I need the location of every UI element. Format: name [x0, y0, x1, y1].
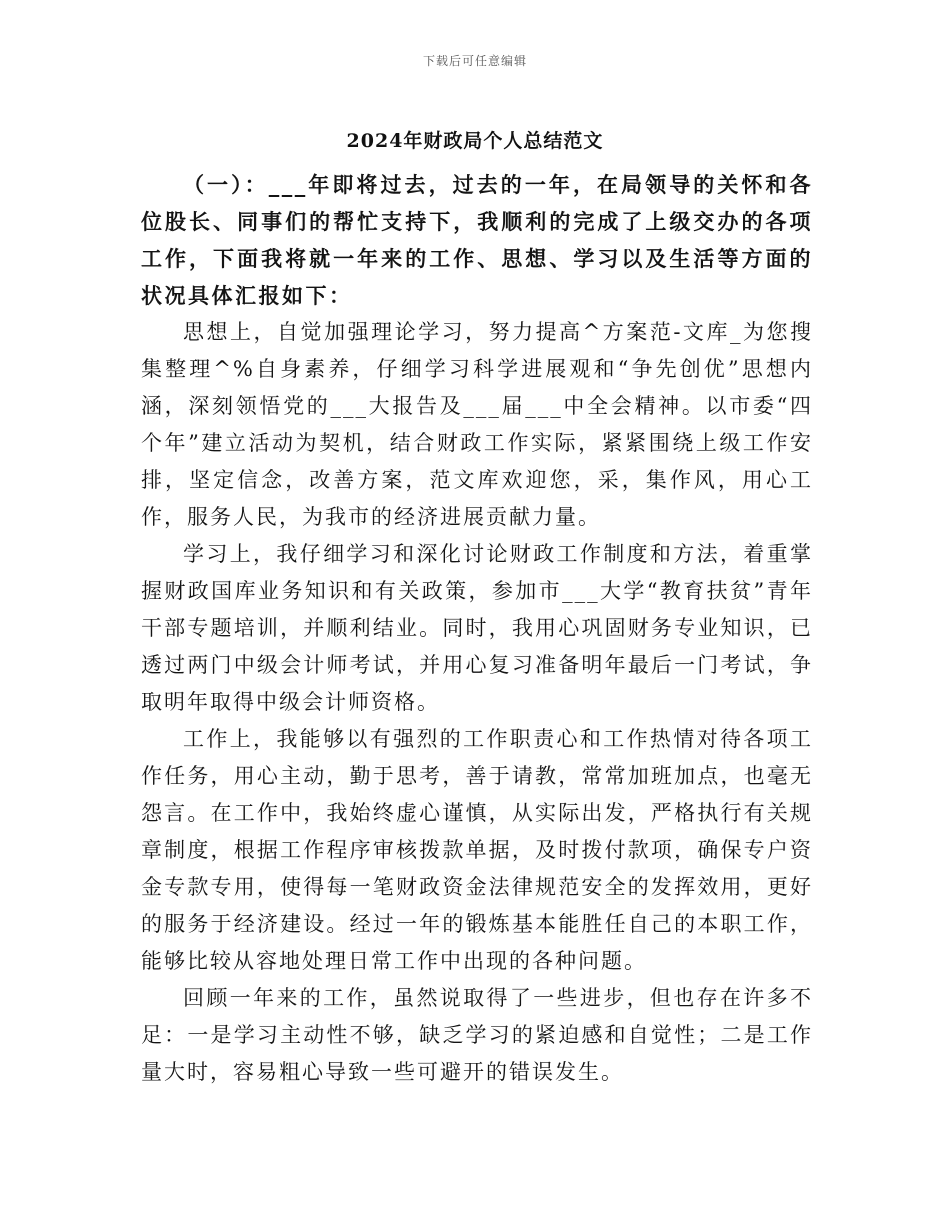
paragraph-thought: 思想上，自觉加强理论学习，努力提高^方案范-文库_为您搜集整理^%自身素养，仔细学习科学进展观和“争先创优”思想内涵，深刻领悟党的___大报告及___届___中全会精神。以市委“四个年”建立活动为契机，结合财政工作实际，紧紧围绕上级工作安排，坚定信念，改善方案，范文库欢迎您，采，集作风，用心工作，服务人民，为我市的经济进展贡献力量。 [141, 320, 813, 529]
document-body [141, 166, 813, 1091]
paragraph-study: 学习上，我仔细学习和深化讨论财政工作制度和方法，着重掌握财政国库业务知识和有关政策，参加市___大学“教育扶贫”青年干部专题培训，并顺利结业。同时，我用心巩固财务专业知识，已透过两门中级会计师考试，并用心复习准备明年最后一门考试，争取明年取得中级会计师资格。 [141, 542, 813, 714]
paragraph-work: 工作上，我能够以有强烈的工作职责心和工作热情对待各项工作任务，用心主动，勤于思考，善于请教，常常加班加点，也毫无怨言。在工作中，我始终虚心谨慎，从实际出发，严格执行有关规章制度，根据工作程序审核拨款单据，及时拨付款项，确保专户资金专款专用，使得每一笔财政资金法律规范安全的发挥效用，更好的服务于经济建设。经过一年的锻炼基本能胜任自己的本职工作，能够比较从容地处理日常工作中出现的各种问题。 [141, 727, 813, 973]
paragraph-intro: （一）：___年即将过去，过去的一年，在局领导的关怀和各位股长、同事们的帮忙支持下，我顺利的完成了上级交办的各项工作，下面我将就一年来的工作、思想、学习以及生活等方面的状况具体汇报如下： [141, 172, 813, 308]
paragraph-review: 回顾一年来的工作，虽然说取得了一些进步，但也存在许多不足：一是学习主动性不够，缺乏学习的紧迫感和自觉性；二是工作量大时，容易粗心导致一些可避开的错误发生。 [141, 986, 813, 1084]
header-note: 下载后可任意编辑 [422, 54, 527, 68]
document-title: 2024年财政局个人总结范文 [346, 130, 604, 152]
